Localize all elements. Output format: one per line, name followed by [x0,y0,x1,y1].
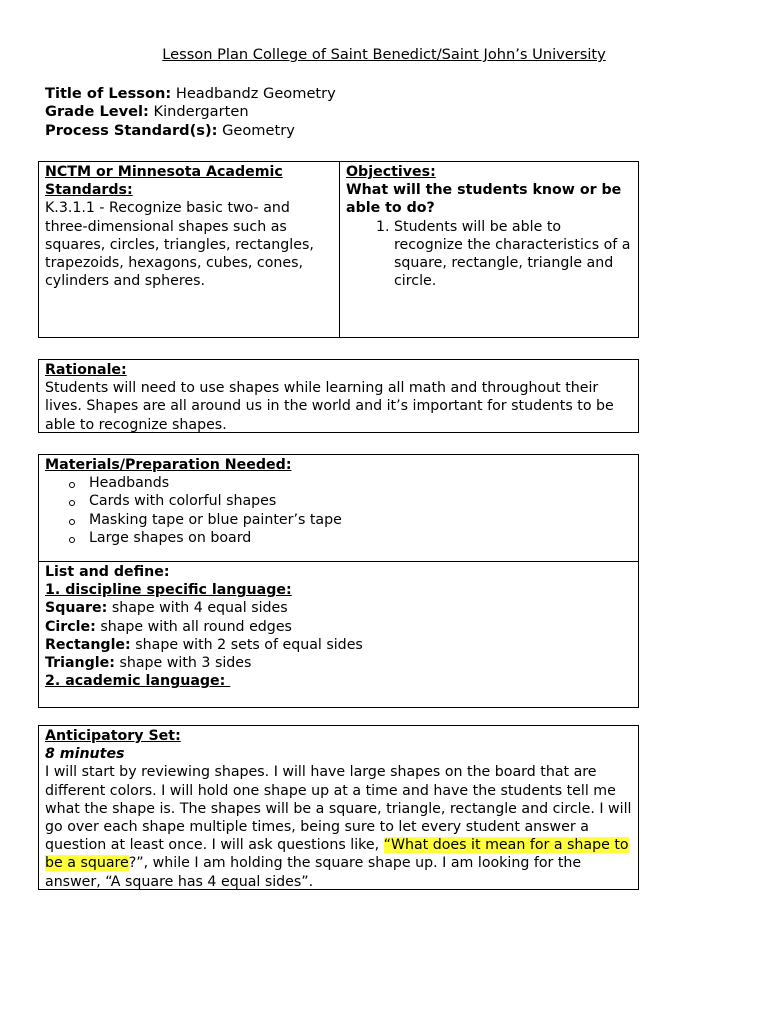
anticipatory-heading: Anticipatory Set: [45,728,181,744]
materials-language-table [38,454,639,708]
process-standard-value: Geometry [222,121,295,139]
grade-level-label: Grade Level: [45,103,149,121]
objective-item: 1. Students will be able to recognize the characteristics of a square, rectangle, triangle and circle. [394,218,632,291]
language-heading: List and define: [45,564,170,580]
lesson-meta [45,85,336,140]
objectives-subheading: What will the students know or be able to do? [346,182,622,217]
anticipatory-set-box [38,725,639,890]
language-cell [39,562,638,690]
standards-text: K.3.1.1 - Recognize basic two- and three-dimensional shapes such as squares, circles, triangles, rectangles, trapezoids, hexagons, cubes, cones, cylinders and spheres. [45,200,314,290]
term-label: Rectangle: [45,636,131,653]
document-title: Lesson Plan College of Saint Benedict/Saint John’s University [162,46,606,63]
rationale-text: Students will need to use shapes while learning all math and throughout their lives. Shapes are all around us in the world and it’s important for students to be able to recognize shapes. [45,380,614,433]
materials-cell [39,455,638,562]
term-definition: shape with 2 sets of equal sides [130,636,363,653]
term-definition: shape with 4 equal sides [107,600,288,617]
material-item: Headbands [89,474,632,492]
process-standard-line [45,122,336,140]
process-standard-label: Process Standard(s): [45,121,218,139]
objectives-heading: Objectives: [346,164,436,180]
anticipatory-text [45,763,632,890]
term-rectangle [45,636,632,654]
term-circle [45,618,632,636]
grade-level-value: Kindergarten [153,103,249,121]
term-label: Circle: [45,618,96,635]
objectives-cell [340,162,638,337]
lesson-title-line [45,85,336,103]
lesson-title-value: Headbandz Geometry [175,85,336,102]
standards-cell [39,162,340,337]
term-definition: shape with all round edges [95,618,292,635]
materials-list [45,474,632,547]
academic-language-heading: 2. academic language: [45,673,231,690]
term-definition: shape with 3 sides [114,655,252,672]
material-item: Large shapes on board [89,529,632,547]
objectives-list [346,218,632,291]
rationale-heading: Rationale: [45,362,127,378]
standards-heading-line2: Standards: [45,182,133,199]
discipline-language-heading: 1. discipline specific language: [45,582,292,599]
grade-level-line [45,103,336,121]
material-item: Cards with colorful shapes [89,492,632,510]
term-triangle [45,654,632,672]
material-item: Masking tape or blue painter’s tape [89,511,632,529]
rationale-box [38,359,639,433]
term-label: Triangle: [45,655,115,672]
term-label: Square: [45,600,108,617]
anticipatory-text-after: ?”, while I am holding the square shape up. I am looking for the answer, “A square has 4 equal sides”. [45,855,582,890]
lesson-title-label: Title of Lesson: [45,85,172,102]
materials-heading: Materials/Preparation Needed: [45,457,292,473]
highlighted-question: “What does it mean for a shape to be a square [45,837,629,872]
anticipatory-text-before: I will start by reviewing shapes. I will have large shapes on the board that are different colors. I will hold one shape up at a time and have the students tell me what the shape is. The shapes will be a square, triangle, rectangle and circle. I will go over each shape multiple times, being sure to let every student answer a question at least once. I will ask questions like, [45,764,632,854]
anticipatory-duration: 8 minutes [45,746,125,763]
term-square [45,599,632,617]
standards-heading-line1: NCTM or Minnesota Academic [45,164,283,180]
standards-objectives-table [38,161,639,338]
